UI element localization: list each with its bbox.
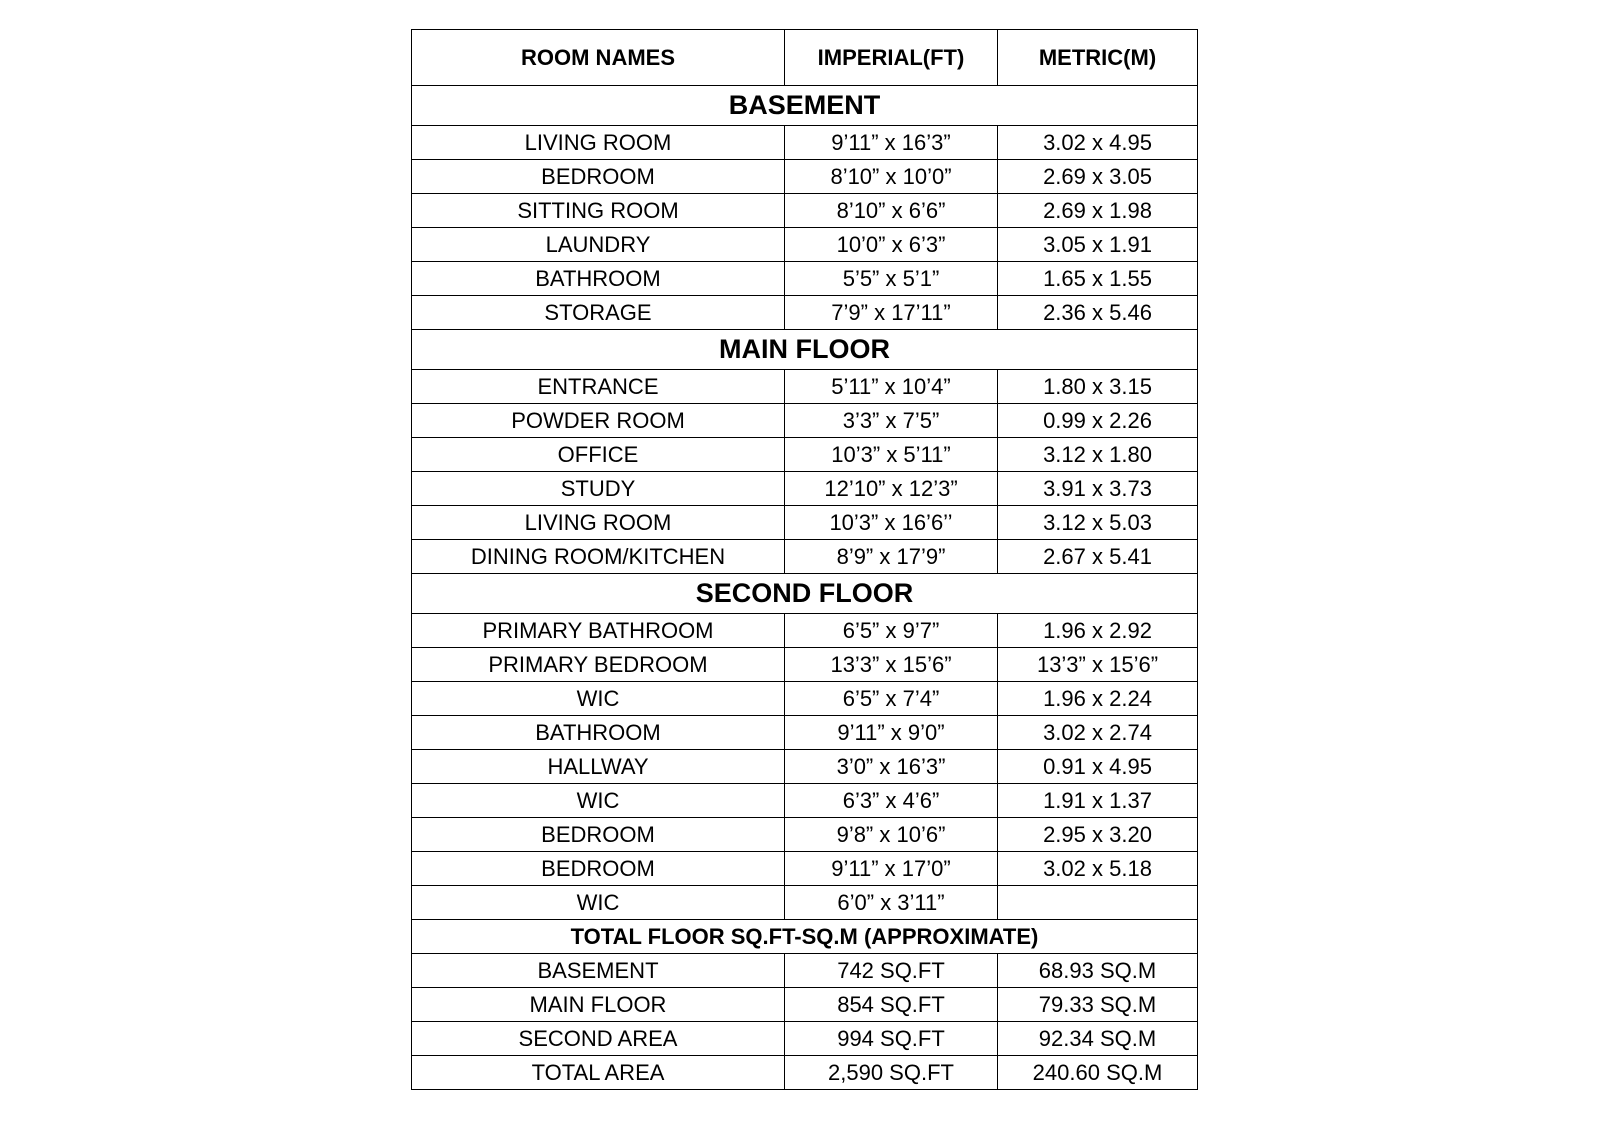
metric-dimension: 1.91 x 1.37: [998, 784, 1198, 818]
section-title: MAIN FLOOR: [412, 330, 1198, 370]
area-name: TOTAL AREA: [412, 1056, 785, 1090]
header-room-names: ROOM NAMES: [412, 30, 785, 86]
area-sqm: 68.93 SQ.M: [998, 954, 1198, 988]
metric-dimension: 1.96 x 2.24: [998, 682, 1198, 716]
table-row: [412, 404, 1198, 438]
imperial-dimension: 5’5” x 5’1”: [785, 262, 998, 296]
area-name: MAIN FLOOR: [412, 988, 785, 1022]
metric-dimension: 2.69 x 3.05: [998, 160, 1198, 194]
imperial-dimension: 3’0” x 16’3”: [785, 750, 998, 784]
imperial-dimension: 6’5” x 7’4”: [785, 682, 998, 716]
area-sqm: 79.33 SQ.M: [998, 988, 1198, 1022]
imperial-dimension: 6’0” x 3’11”: [785, 886, 998, 920]
section-second-floor-row: [412, 574, 1198, 614]
room-name: PRIMARY BEDROOM: [412, 648, 785, 682]
header-metric: METRIC(M): [998, 30, 1198, 86]
section-basement-row: [412, 86, 1198, 126]
section-title: BASEMENT: [412, 86, 1198, 126]
table-row: [412, 750, 1198, 784]
metric-dimension: 2.36 x 5.46: [998, 296, 1198, 330]
table-row: [412, 262, 1198, 296]
table-row: [412, 126, 1198, 160]
header-imperial: IMPERIAL(FT): [785, 30, 998, 86]
room-name: BATHROOM: [412, 262, 785, 296]
metric-dimension: 3.05 x 1.91: [998, 228, 1198, 262]
imperial-dimension: 10’3” x 16’6’’: [785, 506, 998, 540]
metric-dimension: 1.65 x 1.55: [998, 262, 1198, 296]
metric-dimension: 0.99 x 2.26: [998, 404, 1198, 438]
room-name: PRIMARY BATHROOM: [412, 614, 785, 648]
section-title: SECOND FLOOR: [412, 574, 1198, 614]
area-sqft: 742 SQ.FT: [785, 954, 998, 988]
metric-dimension: 2.69 x 1.98: [998, 194, 1198, 228]
area-sqm: 240.60 SQ.M: [998, 1056, 1198, 1090]
room-name: ENTRANCE: [412, 370, 785, 404]
totals-header-row: [412, 920, 1198, 954]
metric-dimension: 13’3” x 15’6”: [998, 648, 1198, 682]
room-name: LIVING ROOM: [412, 506, 785, 540]
table-row: [412, 1056, 1198, 1090]
imperial-dimension: 7’9” x 17’11”: [785, 296, 998, 330]
imperial-dimension: 9’11” x 17’0”: [785, 852, 998, 886]
room-name: BEDROOM: [412, 852, 785, 886]
metric-dimension: [998, 886, 1198, 920]
table-row: [412, 540, 1198, 574]
room-name: BATHROOM: [412, 716, 785, 750]
table-row: [412, 682, 1198, 716]
room-name: WIC: [412, 682, 785, 716]
room-name: HALLWAY: [412, 750, 785, 784]
metric-dimension: 2.67 x 5.41: [998, 540, 1198, 574]
area-name: SECOND AREA: [412, 1022, 785, 1056]
table-row: [412, 988, 1198, 1022]
totals-title: TOTAL FLOOR SQ.FT-SQ.M (APPROXIMATE): [412, 920, 1198, 954]
room-name: LIVING ROOM: [412, 126, 785, 160]
table-row: [412, 194, 1198, 228]
table-row: [412, 614, 1198, 648]
metric-dimension: 3.02 x 2.74: [998, 716, 1198, 750]
room-name: WIC: [412, 784, 785, 818]
table-row: [412, 784, 1198, 818]
imperial-dimension: 8’9” x 17’9”: [785, 540, 998, 574]
table-row: [412, 716, 1198, 750]
room-name: BEDROOM: [412, 160, 785, 194]
room-name: STORAGE: [412, 296, 785, 330]
area-sqm: 92.34 SQ.M: [998, 1022, 1198, 1056]
room-name: BEDROOM: [412, 818, 785, 852]
imperial-dimension: 5’11” x 10’4”: [785, 370, 998, 404]
table-row: [412, 886, 1198, 920]
imperial-dimension: 12’10” x 12’3”: [785, 472, 998, 506]
table-row: [412, 296, 1198, 330]
table-row: [412, 438, 1198, 472]
imperial-dimension: 9’11” x 9’0”: [785, 716, 998, 750]
imperial-dimension: 9’8” x 10’6”: [785, 818, 998, 852]
imperial-dimension: 10’0” x 6’3”: [785, 228, 998, 262]
table-row: [412, 954, 1198, 988]
imperial-dimension: 3’3” x 7’5”: [785, 404, 998, 438]
section-main-floor-row: [412, 330, 1198, 370]
imperial-dimension: 13’3” x 15’6”: [785, 648, 998, 682]
table-header-row: [412, 30, 1198, 86]
imperial-dimension: 8’10” x 10’0”: [785, 160, 998, 194]
table-row: [412, 370, 1198, 404]
table-row: [412, 1022, 1198, 1056]
table-row: [412, 506, 1198, 540]
room-name: WIC: [412, 886, 785, 920]
area-sqft: 994 SQ.FT: [785, 1022, 998, 1056]
metric-dimension: 3.12 x 5.03: [998, 506, 1198, 540]
table-row: [412, 228, 1198, 262]
table-row: [412, 648, 1198, 682]
room-name: SITTING ROOM: [412, 194, 785, 228]
metric-dimension: 3.91 x 3.73: [998, 472, 1198, 506]
metric-dimension: 3.02 x 4.95: [998, 126, 1198, 160]
imperial-dimension: 6’5” x 9’7”: [785, 614, 998, 648]
imperial-dimension: 10’3” x 5’11”: [785, 438, 998, 472]
metric-dimension: 0.91 x 4.95: [998, 750, 1198, 784]
metric-dimension: 2.95 x 3.20: [998, 818, 1198, 852]
metric-dimension: 1.80 x 3.15: [998, 370, 1198, 404]
imperial-dimension: 9’11” x 16’3”: [785, 126, 998, 160]
table-row: [412, 852, 1198, 886]
area-sqft: 854 SQ.FT: [785, 988, 998, 1022]
room-name: DINING ROOM/KITCHEN: [412, 540, 785, 574]
room-dimensions-table: [411, 29, 1198, 1090]
imperial-dimension: 6’3” x 4’6”: [785, 784, 998, 818]
imperial-dimension: 8’10” x 6’6”: [785, 194, 998, 228]
metric-dimension: 1.96 x 2.92: [998, 614, 1198, 648]
room-name: LAUNDRY: [412, 228, 785, 262]
table-row: [412, 472, 1198, 506]
area-name: BASEMENT: [412, 954, 785, 988]
table-row: [412, 160, 1198, 194]
table-row: [412, 818, 1198, 852]
metric-dimension: 3.02 x 5.18: [998, 852, 1198, 886]
room-name: POWDER ROOM: [412, 404, 785, 438]
room-name: OFFICE: [412, 438, 785, 472]
metric-dimension: 3.12 x 1.80: [998, 438, 1198, 472]
room-name: STUDY: [412, 472, 785, 506]
area-sqft: 2,590 SQ.FT: [785, 1056, 998, 1090]
